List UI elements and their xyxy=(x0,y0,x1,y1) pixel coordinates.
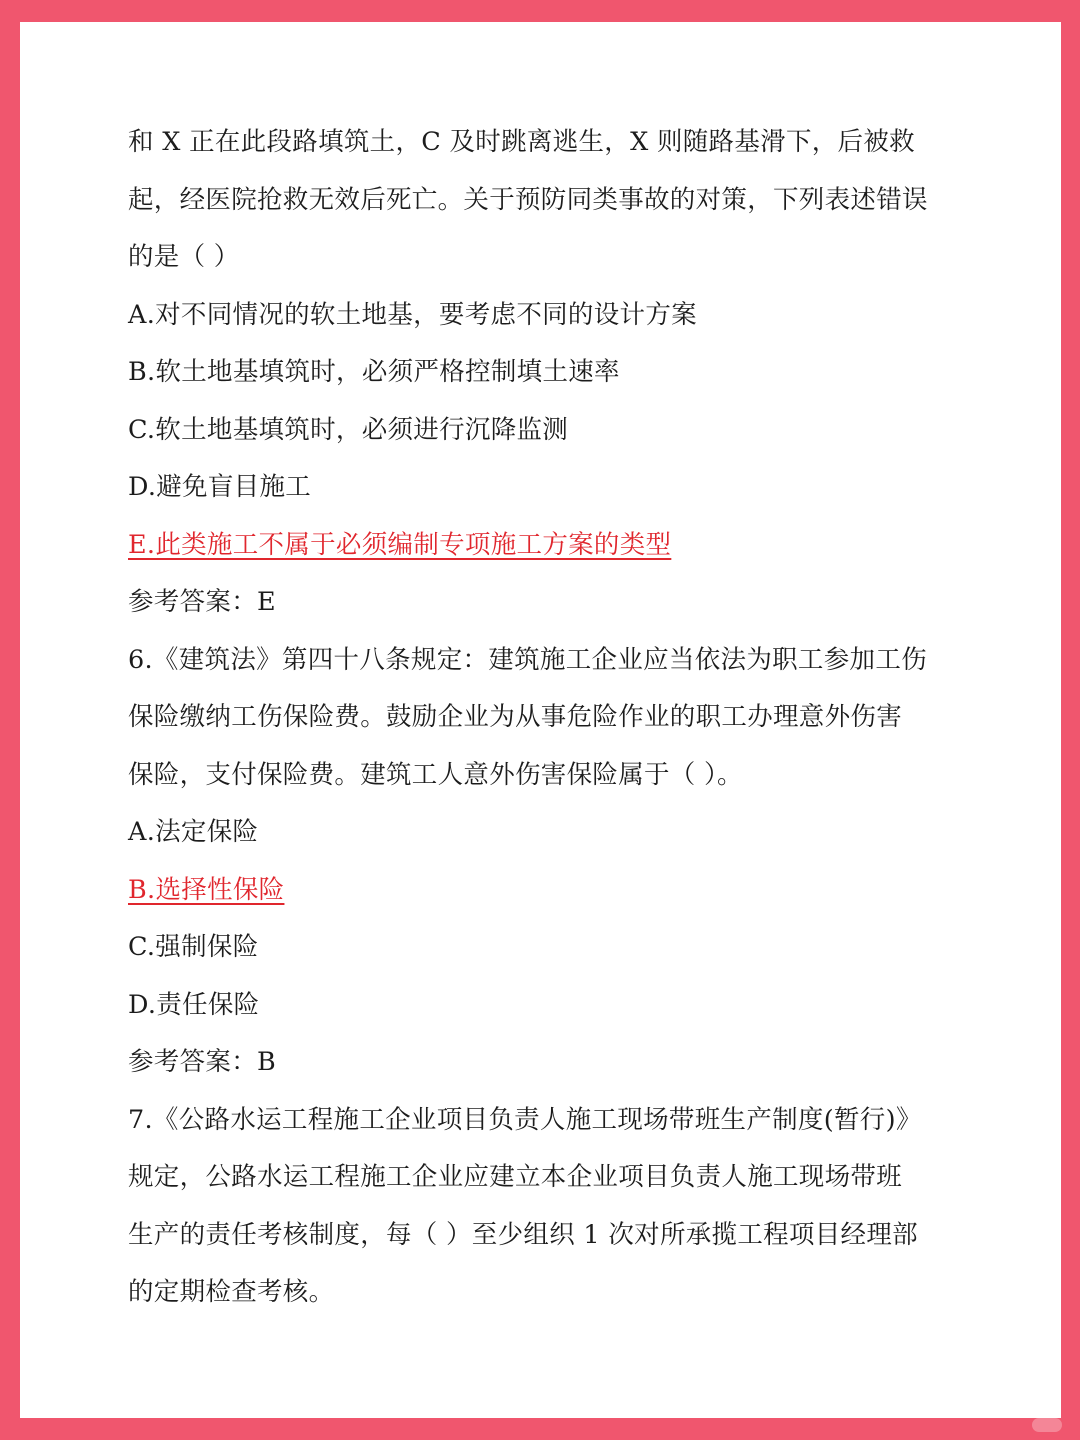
q5-stem-line: 起，经医院抢救无效后死亡。关于预防同类事故的对策，下列表述错误 xyxy=(128,184,928,215)
q6-option-b-correct xyxy=(128,862,958,920)
q6-option-a: A.法定保险 xyxy=(128,817,259,847)
q7-stem-line: 的定期检查考核。 xyxy=(128,1277,335,1307)
q6-stem-line: 保险，支付保险费。建筑工人意外伤害保险属于（ ）。 xyxy=(128,759,743,790)
q7-stem-line: 生产的责任考核制度，每（ ）至少组织 1 次对所承揽工程项目经理部 xyxy=(128,1219,918,1250)
q6-answer: 参考答案：B xyxy=(128,1047,277,1077)
q7-stem-line: 规定，公路水运工程施工企业应建立本企业项目负责人施工现场带班 xyxy=(128,1162,903,1192)
q5-option-e-text: E.此类施工不属于必须编制专项施工方案的类型 xyxy=(128,529,672,560)
q7-stem-line: 7.《公路水运工程施工企业项目负责人施工现场带班生产制度(暂行)》 xyxy=(128,1104,922,1135)
q5-option-a: A.对不同情况的软土地基，要考虑不同的设计方案 xyxy=(128,299,697,330)
q5-stem-line: 的是（ ） xyxy=(128,242,240,272)
q5-option-e-correct xyxy=(128,517,958,575)
q6-stem-line: 6.《建筑法》第四十八条规定：建筑施工企业应当依法为职工参加工伤 xyxy=(128,644,927,675)
q6-stem-line: 保险缴纳工伤保险费。鼓励企业为从事危险作业的职工办理意外伤害 xyxy=(128,702,903,732)
q5-option-d: D.避免盲目施工 xyxy=(128,472,312,502)
document-page xyxy=(20,22,1061,1418)
watermark-badge-icon xyxy=(1032,1418,1062,1432)
q5-answer: 参考答案：E xyxy=(128,587,276,617)
q5-option-b: B.软土地基填筑时，必须严格控制填土速率 xyxy=(128,357,620,387)
q6-option-c: C.强制保险 xyxy=(128,932,259,962)
document-content xyxy=(128,114,958,1322)
q6-option-d: D.责任保险 xyxy=(128,989,260,1020)
q5-stem-line: 和 X 正在此段路填筑土，C 及时跳离逃生，X 则随路基滑下，后被救 xyxy=(128,127,915,157)
q6-option-b-text: B.选择性保险 xyxy=(128,874,285,905)
q5-option-c: C.软土地基填筑时，必须进行沉降监测 xyxy=(128,414,569,445)
